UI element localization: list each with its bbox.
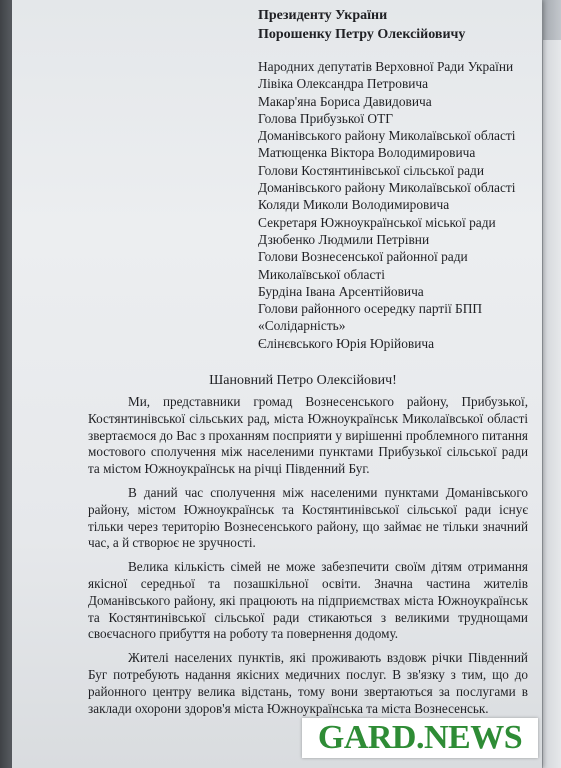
sender-line: Доманівського району Миколаївської області <box>258 180 516 196</box>
body-paragraph: Жителі населених пунктів, які проживають вздовж річки Південний Буг потребують надання якісних медичних послуг. В зв'язку з тим, що до районного центру велика відстань, тому вони звертаються за послугами в заклади охорони здоров'я міста Южноукраїнська та міста Вознесенськ. <box>88 650 528 716</box>
body-paragraph: В даний час сполучення між населеними пунктами Доманівського району, містом Южноукраїнськ та Костянтинівської сільської ради існує тільки через територію Вознесенського району, що займає не тільки значний час, а й створює не зручності. <box>88 484 528 551</box>
address-spacer <box>258 44 548 58</box>
sender-line: Голова Прибузької ОТГ <box>258 110 394 126</box>
sender-line: Коляди Миколи Володимировича <box>258 197 450 213</box>
sender-line: Лівіка Олександра Петровича <box>258 76 429 92</box>
sender-line: Миколаївської області <box>258 266 385 282</box>
sender-line: Доманівського району Миколаївської області <box>258 128 516 144</box>
sender-line: Дзюбенко Людмили Петрівни <box>258 231 430 247</box>
addressee-name: Порошенку Петру Олексійовичу <box>258 27 466 42</box>
sender-line: Голови Вознесенської районної ради <box>258 249 468 265</box>
sender-line: Голови Костянтинівської сільської ради <box>258 162 485 178</box>
sender-line: «Солідарність» <box>258 318 346 334</box>
sender-line: Макар'яна Бориса Давидовича <box>258 93 432 109</box>
sender-line: Єлінєвського Юрія Юрійовича <box>258 335 435 351</box>
address-block <box>258 6 548 352</box>
salutation: Шановний Петро Олексійович! <box>209 373 397 388</box>
letter-document <box>18 0 548 768</box>
body-paragraph: Ми, представники громад Вознесенського району, Прибузької, Костянтинівської сільських рад, міста Южноукраїнськ Миколаївської області звертаємося до Вас з проханням посприяти у вирішенні проблемного питання мостового сполучення між населеними пунктами Прибузької сільської ради та містом Южноукраїнськ на річці Південний Буг. <box>88 394 528 477</box>
sender-line: Матющенка Віктора Володимировича <box>258 145 476 161</box>
watermark-logo <box>302 718 538 758</box>
addressee-line: Президенту України <box>258 8 388 23</box>
letter-body <box>88 394 528 724</box>
sender-line: Бурдіна Івана Арсентійовича <box>258 283 424 299</box>
sender-line: Секретаря Южноукраїнської міської ради <box>258 214 496 230</box>
sender-line: Голови районного осередку партії БПП <box>258 301 483 317</box>
sender-line: Народних депутатів Верховної Ради України <box>258 59 514 74</box>
body-paragraph: Велика кількість сімей не може забезпечити своїм дітям отримання якісної середньої та позашкільної освіти. Значна частина жителів Доманівського району, які працюють на підприємствах міста Южноукраїнськ та Костянтинівської сільської ради стикаються з великими труднощами своєчасного прибуття на роботу та повернення додому. <box>88 559 528 642</box>
watermark-text: GARD.NEWS <box>317 719 523 756</box>
